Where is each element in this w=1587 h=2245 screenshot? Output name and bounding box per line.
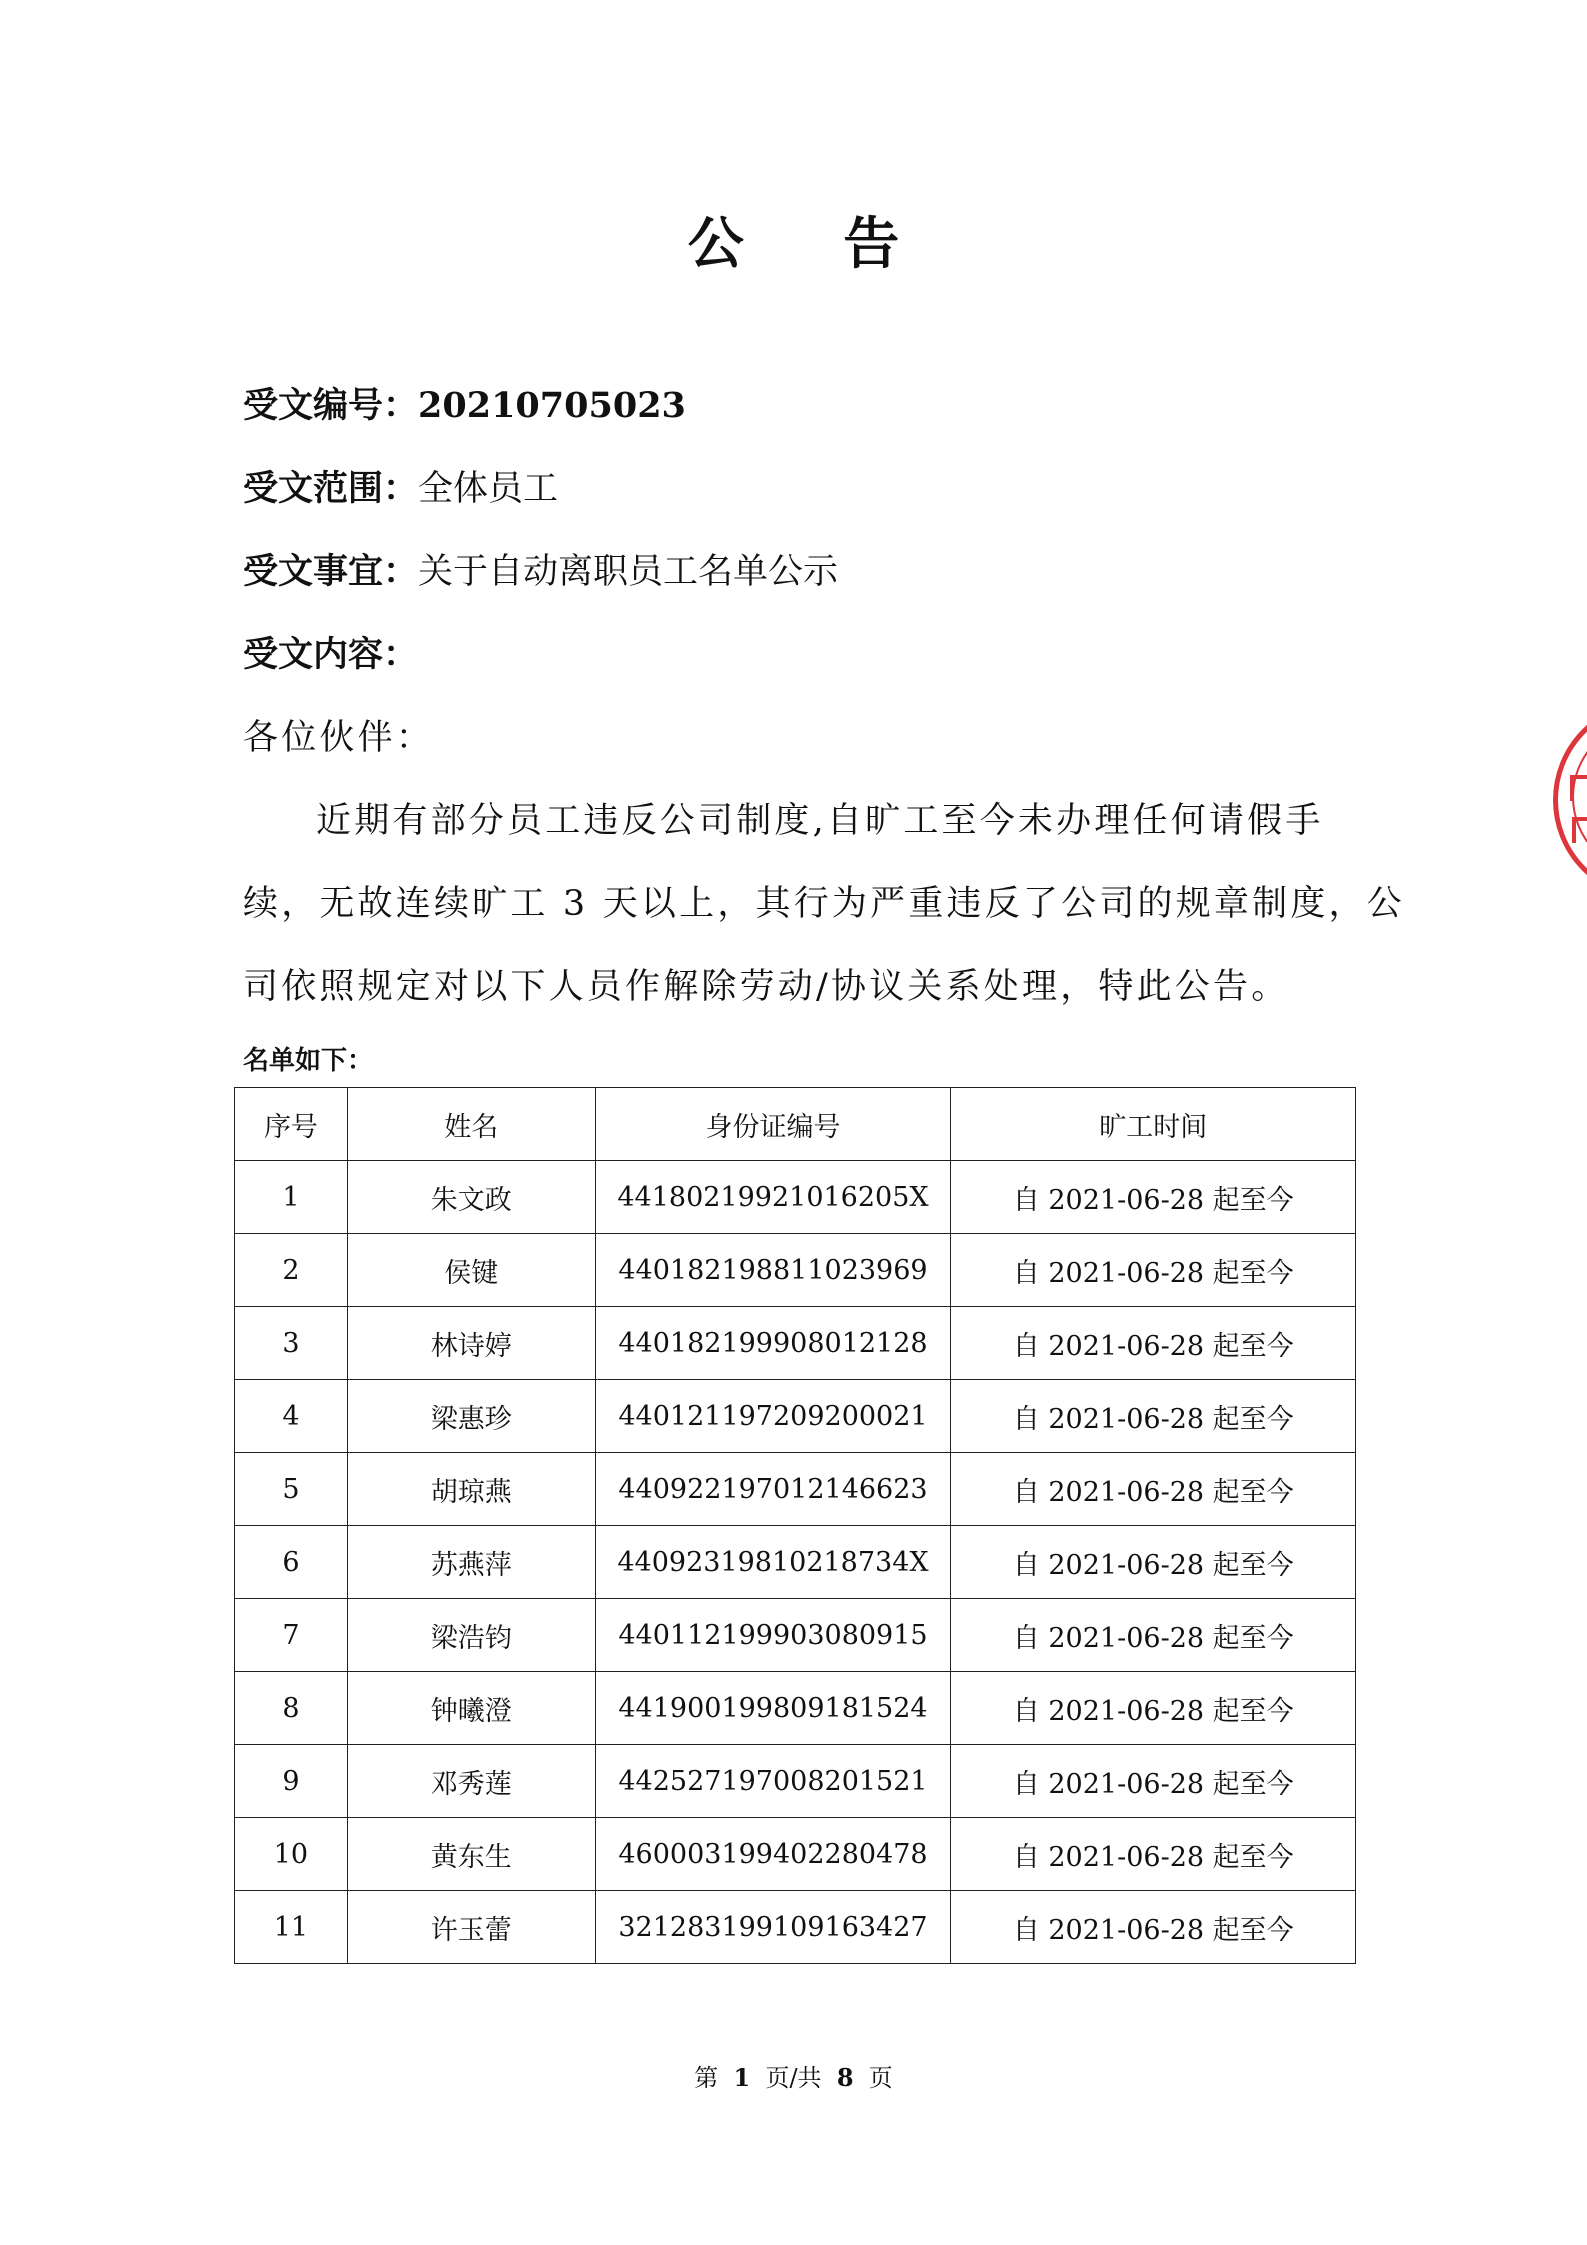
cell-id-number: 44092319810218734X [595,1526,951,1599]
cell-index: 5 [235,1453,348,1526]
paragraph-line-2: 续，无故连续旷工 3 天以上，其行为严重违反了公司的规章制度，公 [243,884,1405,924]
cell-absence-time: 自 2021-06-28 起至今 [951,1891,1356,1964]
table-row [235,1891,1356,1964]
cell-id-number: 440922197012146623 [595,1453,951,1526]
cell-index: 8 [235,1672,348,1745]
cell-name: 苏燕萍 [347,1526,595,1599]
cell-id-number: 44180219921016205X [595,1161,951,1234]
company-seal-icon [1553,700,1587,900]
footer-middle: 页/共 [765,2064,822,2092]
cell-name: 林诗婷 [347,1307,595,1380]
table-row [235,1453,1356,1526]
doc-number-value: 20210705023 [418,385,686,426]
doc-scope-label: 受文范围： [243,468,419,509]
header-index: 序号 [235,1088,348,1161]
table-row [235,1234,1356,1307]
paragraph-line-3: 司依照规定对以下人员作解除劳动/协议关系处理，特此公告。 [243,967,1290,1007]
document-title: 公 告 [687,211,940,277]
cell-id-number: 440182199908012128 [595,1307,951,1380]
cell-index: 4 [235,1380,348,1453]
cell-absence-time: 自 2021-06-28 起至今 [951,1453,1356,1526]
table-row [235,1745,1356,1818]
cell-name: 黄东生 [347,1818,595,1891]
cell-index: 11 [235,1891,348,1964]
cell-absence-time: 自 2021-06-28 起至今 [951,1526,1356,1599]
cell-name: 许玉蕾 [347,1891,595,1964]
table-row [235,1380,1356,1453]
list-title: 名单如下： [243,1046,374,1076]
cell-name: 侯键 [347,1234,595,1307]
header-absence-time: 旷工时间 [951,1088,1356,1161]
header-name: 姓名 [347,1088,595,1161]
doc-scope-line [243,461,558,511]
cell-absence-time: 自 2021-06-28 起至今 [951,1307,1356,1380]
table-header-row [235,1088,1356,1161]
footer-prefix: 第 [694,2064,719,2092]
cell-absence-time: 自 2021-06-28 起至今 [951,1818,1356,1891]
doc-number-label: 受文编号： [243,385,419,426]
footer-total-pages: 8 [836,2063,854,2092]
seal-mark [1570,775,1587,801]
employee-table [234,1087,1356,1964]
seal-mark [1572,817,1587,843]
doc-matter-value: 关于自动离职员工名单公示 [418,552,839,592]
doc-number-line [243,378,686,428]
table-row [235,1672,1356,1745]
cell-name: 钟曦澄 [347,1672,595,1745]
cell-id-number: 440121197209200021 [595,1380,951,1453]
doc-scope-value: 全体员工 [418,469,559,509]
cell-index: 6 [235,1526,348,1599]
cell-id-number: 441900199809181524 [595,1672,951,1745]
cell-absence-time: 自 2021-06-28 起至今 [951,1599,1356,1672]
cell-id-number: 321283199109163427 [595,1891,951,1964]
table-row [235,1599,1356,1672]
doc-content-line [243,627,418,677]
doc-matter-label: 受文事宜： [243,551,419,592]
footer-page-number: 1 [733,2063,751,2092]
cell-index: 7 [235,1599,348,1672]
cell-absence-time: 自 2021-06-28 起至今 [951,1745,1356,1818]
table-row [235,1307,1356,1380]
doc-matter-line [243,544,838,594]
cell-id-number: 440182198811023969 [595,1234,951,1307]
cell-index: 10 [235,1818,348,1891]
cell-index: 1 [235,1161,348,1234]
cell-index: 9 [235,1745,348,1818]
cell-absence-time: 自 2021-06-28 起至今 [951,1161,1356,1234]
cell-name: 梁惠珍 [347,1380,595,1453]
cell-id-number: 442527197008201521 [595,1745,951,1818]
cell-absence-time: 自 2021-06-28 起至今 [951,1672,1356,1745]
cell-id-number: 460003199402280478 [595,1818,951,1891]
header-id-number: 身份证编号 [595,1088,951,1161]
footer-suffix: 页 [868,2064,893,2092]
salutation: 各位伙伴： [243,718,435,758]
paragraph-line-1: 近期有部分员工违反公司制度,自旷工至今未办理任何请假手 [316,801,1324,841]
cell-name: 朱文政 [347,1161,595,1234]
cell-index: 2 [235,1234,348,1307]
cell-index: 3 [235,1307,348,1380]
cell-name: 胡琼燕 [347,1453,595,1526]
cell-absence-time: 自 2021-06-28 起至今 [951,1234,1356,1307]
cell-name: 梁浩钧 [347,1599,595,1672]
table-row [235,1161,1356,1234]
doc-content-label: 受文内容： [243,634,419,675]
cell-absence-time: 自 2021-06-28 起至今 [951,1380,1356,1453]
table-row [235,1526,1356,1599]
cell-name: 邓秀莲 [347,1745,595,1818]
page-footer [0,2058,1587,2093]
cell-id-number: 440112199903080915 [595,1599,951,1672]
table-row [235,1818,1356,1891]
